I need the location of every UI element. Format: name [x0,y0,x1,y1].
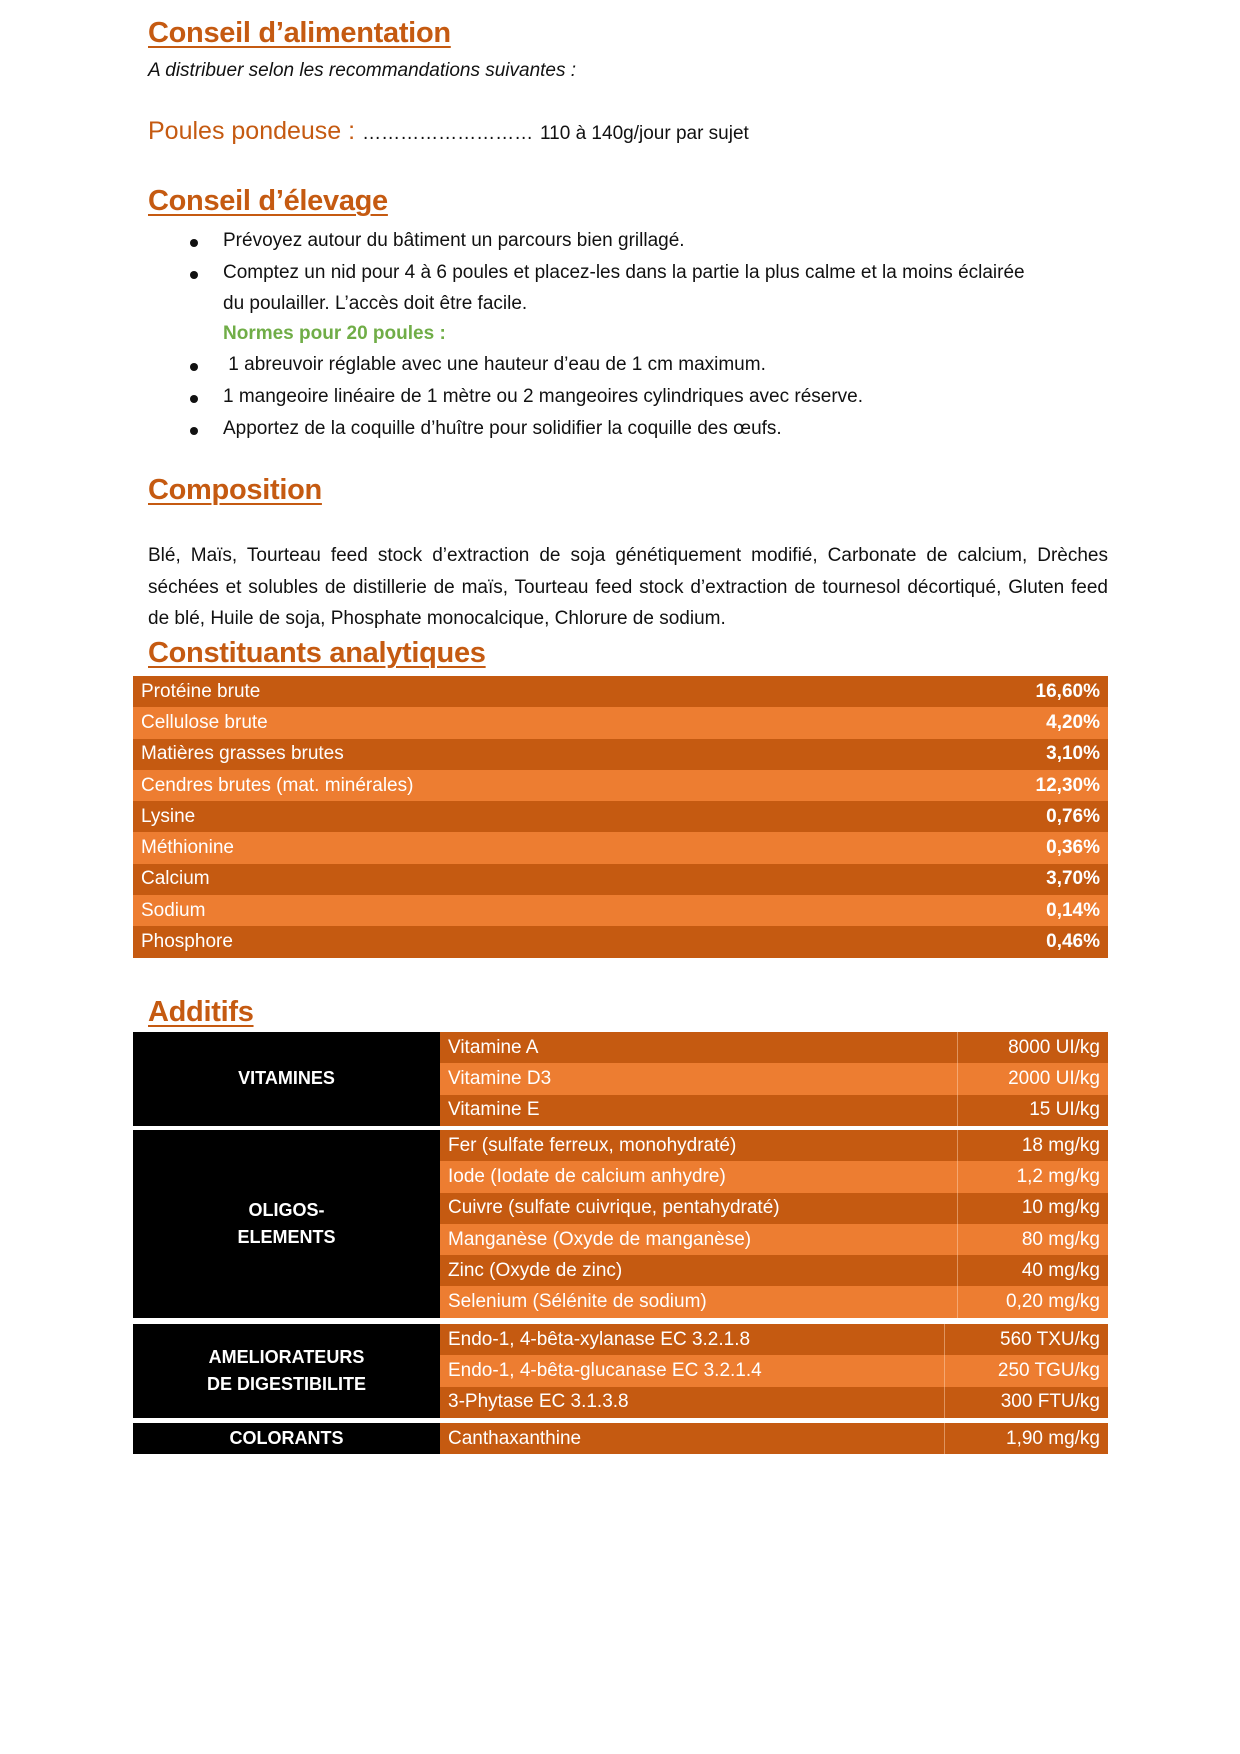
bullet-icon [190,271,198,279]
additives-category: VITAMINES [133,1032,440,1126]
additives-category: COLORANTS [133,1423,440,1454]
additives-group-digestibility [133,1324,1108,1418]
additive-row: Selenium (Sélénite de sodium) 0,20 mg/kg [440,1286,1108,1317]
analytics-row: Matières grasses brutes 3,10% [133,739,1108,770]
additive-row: Iode (Iodate de calcium anhydre) 1,2 mg/kg [440,1161,1108,1192]
additive-row: Zinc (Oxyde de zinc) 40 mg/kg [440,1255,1108,1286]
additive-row: Fer (sulfate ferreux, monohydraté) 18 mg/kg [440,1130,1108,1161]
additive-row: 3-Phytase EC 3.1.3.8 300 FTU/kg [440,1387,1108,1418]
breeding-heading: Conseil d’élevage [148,185,388,217]
composition-text: Blé, Maïs, Tourteau feed stock d’extraction de soja génétiquement modifié, Carbonate de calcium, Drèches séchées et solubles de distillerie de maïs, Tourteau feed stock d’extraction de tournesol décortiqué, Gluten feed de blé, Huile de soja, Phosphate monocalcique, Chlorure de sodium. [148,545,1108,629]
additive-row: Canthaxanthine 1,90 mg/kg [440,1423,1108,1454]
composition-heading: Composition [148,474,322,506]
feeding-dosage-line [148,117,749,146]
analytics-heading: Constituants analytiques [148,637,486,669]
additives-heading: Additifs [148,996,254,1028]
additives-group-vitamins [133,1032,1108,1126]
additive-row: Endo-1, 4-bêta-xylanase EC 3.2.1.8 560 TXU/kg [440,1324,1108,1355]
analytics-row: Lysine 0,76% [133,801,1108,832]
additive-row: Vitamine A 8000 UI/kg [440,1032,1108,1063]
additive-row: Manganèse (Oxyde de manganèse) 80 mg/kg [440,1224,1108,1255]
additive-row: Endo-1, 4-bêta-glucanase EC 3.2.1.4 250 TGU/kg [440,1355,1108,1386]
additive-row: Cuivre (sulfate cuivrique, pentahydraté) 10 mg/kg [440,1193,1108,1224]
bullet-icon [190,395,198,403]
additives-category: AMELIORATEURS DE DIGESTIBILITE [133,1324,440,1418]
additive-row: Vitamine E 15 UI/kg [440,1095,1108,1126]
analytics-row: Méthionine 0,36% [133,832,1108,863]
analytics-row: Protéine brute 16,60% [133,676,1108,707]
analytics-row: Cellulose brute 4,20% [133,707,1108,738]
analytics-row: Cendres brutes (mat. minérales) 12,30% [133,770,1108,801]
analytics-table [133,676,1108,958]
bullet-icon [190,427,198,435]
feeding-dosage-value: 110 à 140g/jour par sujet [540,123,749,144]
additives-group-colorants [133,1423,1108,1454]
feeding-heading: Conseil d’alimentation [148,17,451,49]
analytics-row: Phosphore 0,46% [133,926,1108,957]
feeding-dosage-dots: ……………………… [362,123,534,144]
bullet-icon [190,363,198,371]
feeding-dosage-label: Poules pondeuse : [148,117,356,145]
additive-row: Vitamine D3 2000 UI/kg [440,1063,1108,1094]
analytics-row: Sodium 0,14% [133,895,1108,926]
bullet-icon [190,239,198,247]
additives-category: OLIGOS- ELEMENTS [133,1130,440,1318]
feeding-subtitle: A distribuer selon les recommandations suivantes : [148,60,577,81]
additives-group-trace-elements [133,1130,1108,1318]
analytics-row: Calcium 3,70% [133,864,1108,895]
